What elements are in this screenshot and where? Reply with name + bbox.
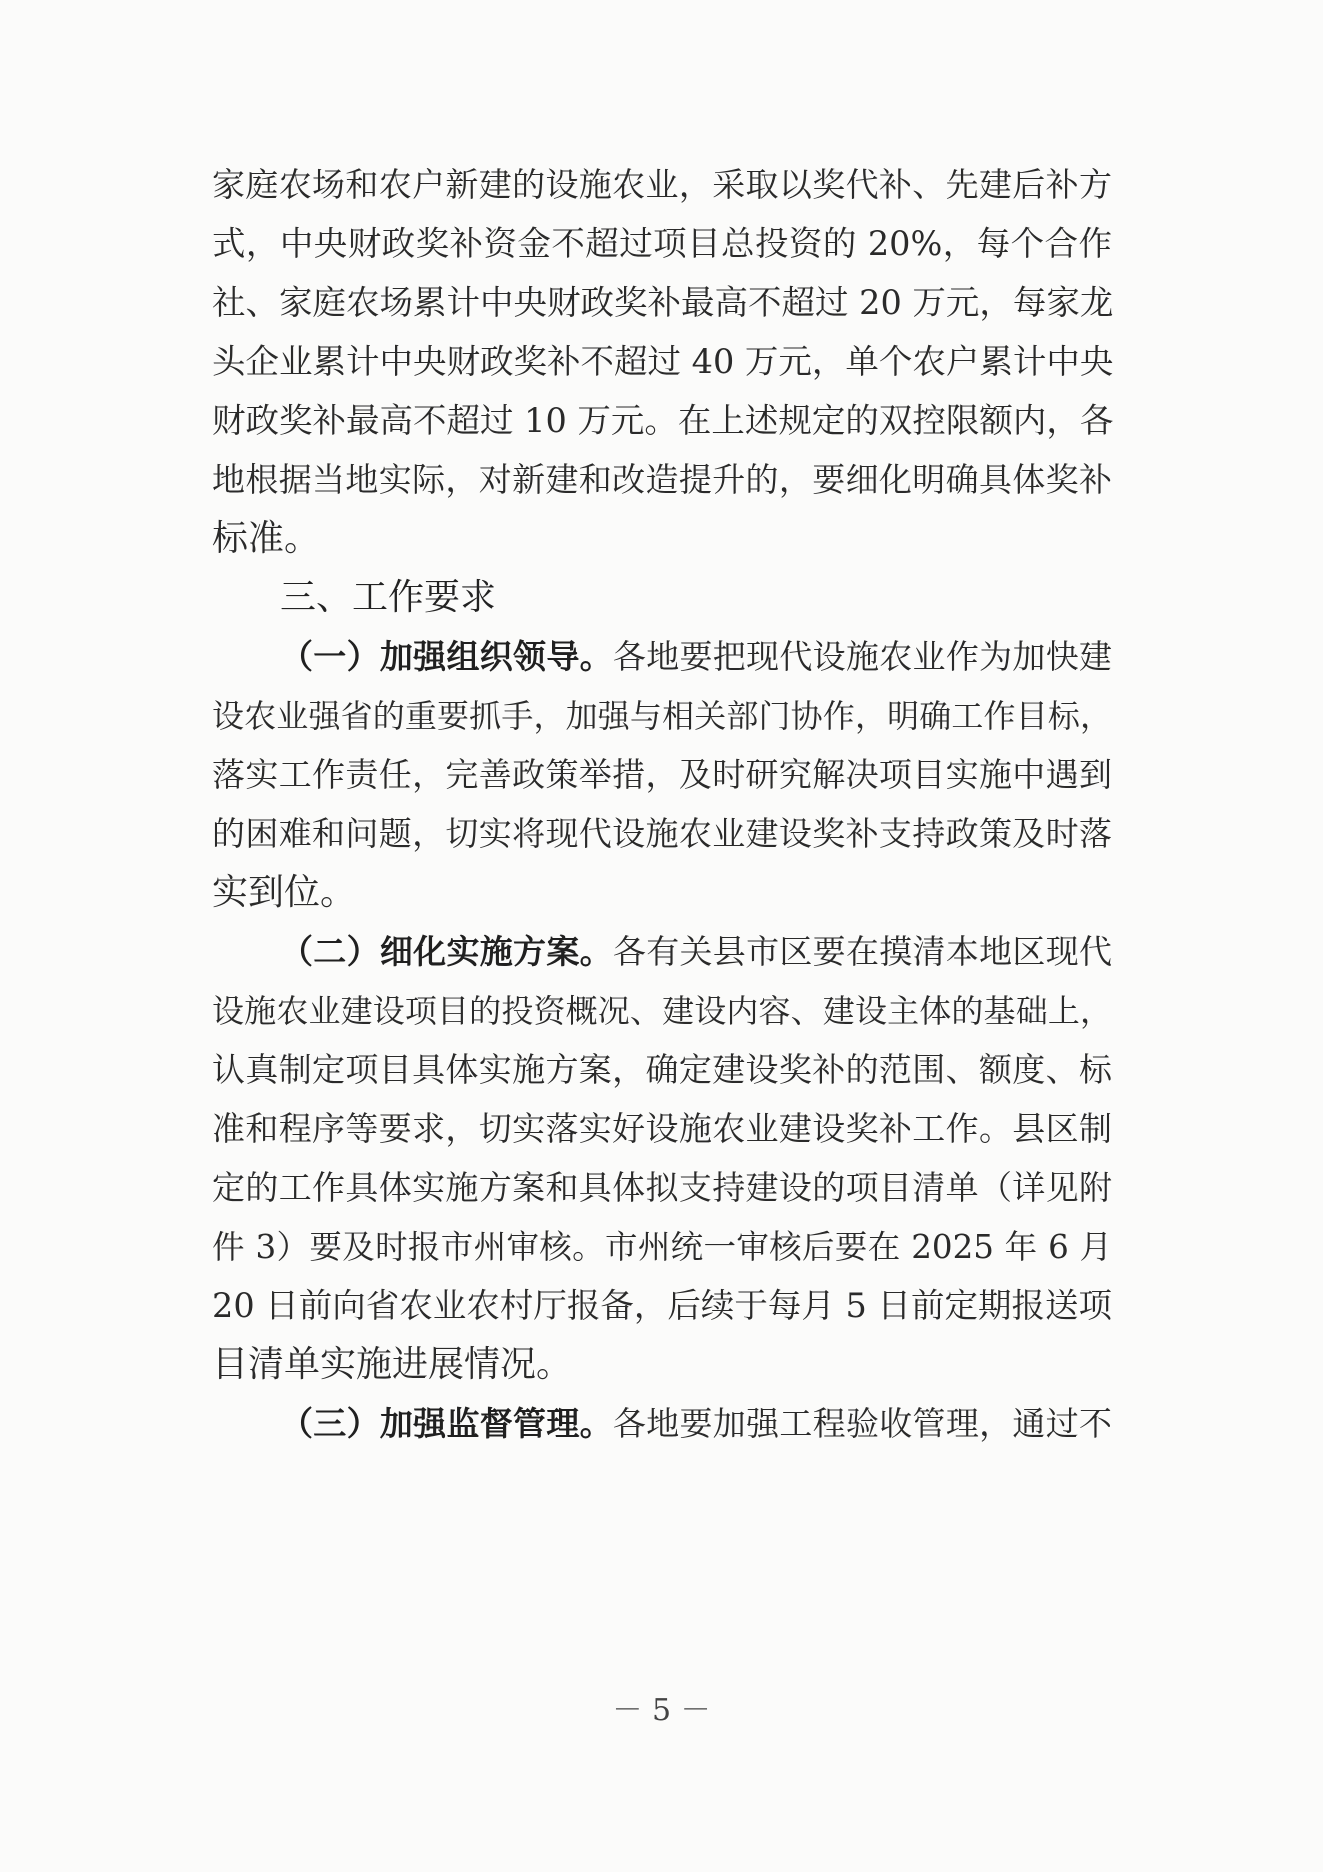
paragraph-line: 地根据当地实际，对新建和改造提升的，要细化明确具体奖补 [212,460,1112,499]
item-text: 各地要把现代设施农业作为加快建 [612,637,1113,676]
item-lead: （一）加强组织领导。 [280,637,613,676]
paragraph-line: 头企业累计中央财政奖补不超过 40 万元，单个农户累计中央 [212,342,1114,381]
paragraph-line: 设施农业建设项目的投资概况、建设内容、建设主体的基础上， [212,992,1112,1030]
paragraph-line: 的困难和问题，切实将现代设施农业建设奖补支持政策及时落 [212,814,1112,853]
item-first-line [280,1402,1112,1446]
item-first-line [280,635,1112,679]
paragraph-line: 标准。 [212,518,321,559]
paragraph-line: 社、家庭农场累计中央财政奖补最高不超过 20 万元，每家龙 [212,283,1114,322]
paragraph-line: 落实工作责任，完善政策举措，及时研究解决项目实施中遇到 [212,755,1112,794]
paragraph-line: 认真制定项目具体实施方案，确定建设奖补的范围、额度、标 [212,1050,1112,1089]
page-number: － 5 － [612,1693,711,1728]
item-first-line [280,930,1112,974]
item-lead: （二）细化实施方案。 [280,932,613,971]
paragraph-line: 准和程序等要求，切实落实好设施农业建设奖补工作。县区制 [212,1109,1112,1148]
paragraph-line: 目清单实施进展情况。 [212,1344,573,1385]
item-text: 各地要加强工程验收管理，通过不 [612,1404,1113,1443]
paragraph-line: 20 日前向省农业农村厅报备，后续于每月 5 日前定期报送项 [212,1286,1112,1325]
paragraph-line: 实到位。 [212,872,357,913]
item-text: 各有关县市区要在摸清本地区现代 [612,932,1113,971]
paragraph-line: 设农业强省的重要抓手，加强与相关部门协作，明确工作目标， [212,697,1112,735]
paragraph-line: 定的工作具体实施方案和具体拟支持建设的项目清单（详见附 [212,1168,1112,1207]
section-heading: 三、工作要求 [280,577,497,618]
item-lead: （三）加强监督管理。 [280,1404,613,1443]
paragraph-line: 式，中央财政奖补资金不超过项目总投资的 20%，每个合作 [212,224,1112,263]
paragraph-line: 家庭农场和农户新建的设施农业，采取以奖代补、先建后补方 [212,165,1112,204]
paragraph-line: 件 3）要及时报市州审核。市州统一审核后要在 2025 年 6 月 [212,1228,1112,1266]
paragraph-line: 财政奖补最高不超过 10 万元。在上述规定的双控限额内，各 [212,401,1114,440]
